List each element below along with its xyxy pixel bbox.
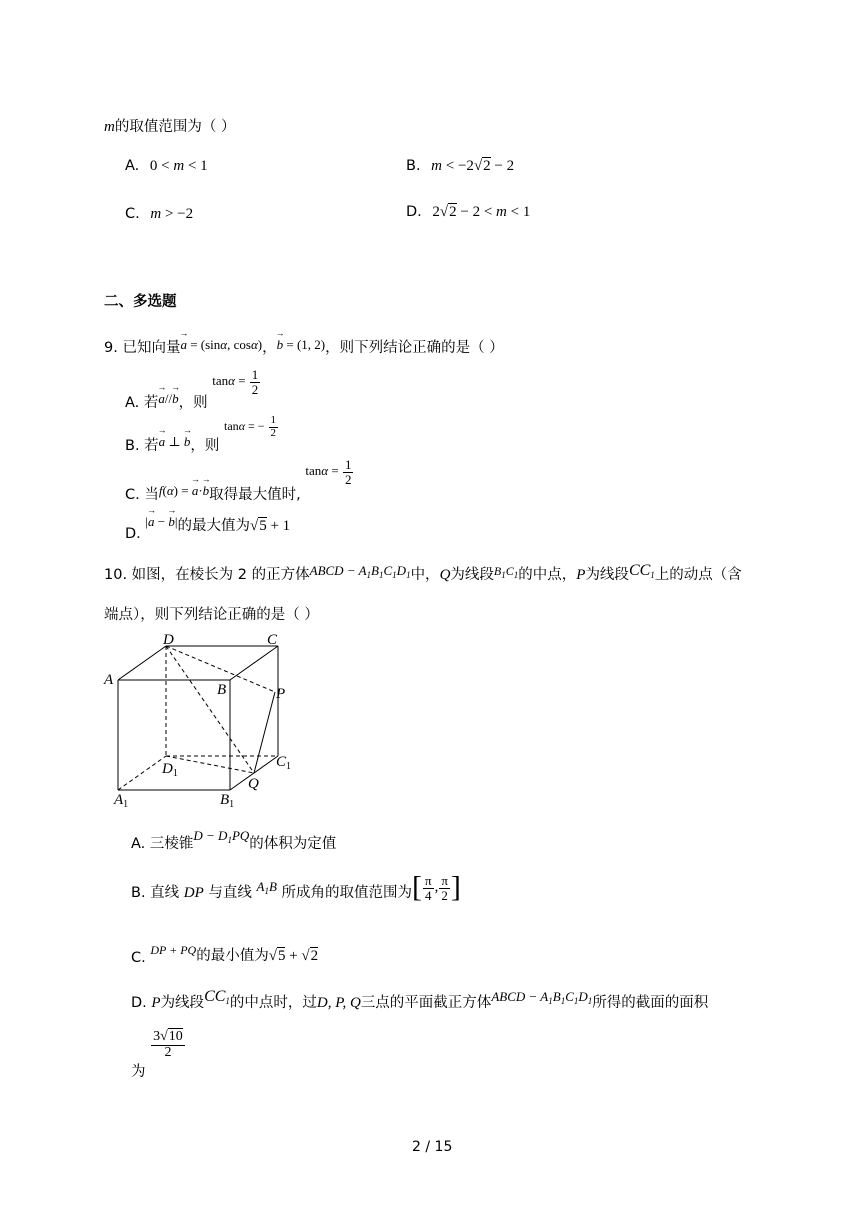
option-text: 所得的截面的面积	[592, 995, 709, 1011]
option-text: 取得最大值时,	[209, 487, 301, 504]
q10-cube: ABCD − $A_1B_1C_1D_1$	[309, 563, 411, 580]
q10-P: P	[576, 567, 586, 583]
option-result: tanα = − $\frac{1}{2}$	[224, 414, 277, 439]
option-text: 当	[144, 487, 159, 504]
q9-vec-a: → a = (sinα, cosα)	[180, 337, 262, 352]
option-text: 所成角的取值范围为	[281, 885, 413, 902]
q9-option-c	[125, 457, 354, 504]
q8-stem-text: 的取值范围为（ ）	[114, 119, 236, 135]
page-total: 15	[434, 1139, 453, 1155]
option-math: 0 < m < 1	[149, 158, 208, 174]
option-text: ，则	[190, 438, 220, 454]
label-A1: $A_1$	[114, 792, 129, 810]
q10-option-d-cont	[131, 1029, 186, 1081]
label-D: D	[163, 632, 174, 648]
option-math: m > −2	[150, 206, 194, 222]
option-result: √5 + √2	[268, 948, 319, 964]
q10-text: 中，	[410, 567, 440, 583]
option-range: [ $\frac{\pi}{4}$ , $\frac{\pi}{2}$ ]	[412, 871, 461, 904]
option-points: D, P, Q	[316, 995, 361, 1011]
option-text: 直线	[150, 885, 180, 902]
label-D1: $D_1$	[162, 761, 178, 779]
q8-stem	[104, 115, 235, 136]
option-text: 若	[144, 438, 159, 454]
q10-text: 为线段	[450, 567, 494, 583]
label-Q: Q	[248, 776, 259, 792]
option-letter: A.	[125, 395, 140, 412]
option-text: 若	[143, 395, 159, 412]
option-letter: D.	[125, 526, 141, 542]
q8-option-a	[125, 158, 208, 175]
option-letter: B.	[131, 885, 146, 902]
label-C: C	[267, 632, 278, 648]
q8-option-d	[406, 204, 530, 221]
option-var: P	[151, 995, 161, 1011]
option-text: 三棱锥	[149, 836, 194, 852]
page-sep: /	[425, 1139, 431, 1155]
option-result: $\frac{3√10}{2}$	[153, 1029, 183, 1060]
option-text: 的最小值为	[196, 948, 269, 964]
q8-var-m: m	[104, 119, 115, 135]
option-letter: D.	[406, 204, 422, 220]
option-letter: C.	[125, 487, 140, 504]
q8-option-b	[406, 158, 514, 175]
q10-stem-line2: 端点），则下列结论正确的是（ ）	[104, 607, 319, 623]
option-letter: C.	[125, 206, 140, 222]
q10-text: 上的动点（含	[654, 567, 742, 583]
q10-number: 10.	[104, 567, 128, 583]
option-text: ，则	[178, 395, 208, 412]
q9-stem-pre: 已知向量	[122, 340, 181, 356]
q10-stem-line1	[104, 562, 742, 584]
option-letter: A.	[125, 158, 140, 174]
cube-figure	[100, 630, 310, 815]
label-B1: $B_1$	[220, 792, 235, 810]
q9-option-a	[125, 367, 261, 412]
q10-text: 如图，在棱长为 2 的正方体	[131, 567, 310, 583]
option-seg: $CC_1$	[204, 988, 230, 1006]
option-cube: ABCD − $A_1B_1C_1D_1$	[491, 989, 593, 1006]
q10-option-c	[131, 938, 319, 966]
option-letter: C.	[131, 950, 146, 966]
q10-seg-b1c1: B1C1	[493, 564, 519, 580]
option-result: tanα = $\frac{1}{2}$	[212, 367, 259, 397]
q10-option-b	[131, 873, 461, 903]
q10-option-a	[131, 824, 337, 852]
q9-stem: 9. 已知向量→ a = (sinα, cosα)，→ b = (1, 2)，则下列结论正确的是（ ）	[104, 336, 504, 357]
option-result: √5 + 1	[249, 518, 291, 534]
label-P: P	[276, 686, 286, 702]
option-letter: D.	[131, 995, 147, 1011]
option-var: DP	[183, 885, 204, 902]
page-number	[412, 1139, 452, 1155]
q10-Q: Q	[439, 567, 451, 583]
option-text: 与直线	[208, 885, 252, 902]
q9-number: 9.	[104, 340, 118, 356]
q9-option-b	[125, 414, 279, 454]
option-text: 的体积为定值	[249, 836, 337, 852]
label-A: A	[104, 672, 114, 688]
option-text: 的中点时，过	[229, 995, 317, 1011]
option-cond: |→ a − → b|	[145, 514, 177, 529]
option-text: 为线段	[160, 995, 205, 1011]
page-current: 2	[412, 1139, 421, 1155]
q10-text: 的中点，	[518, 567, 577, 583]
option-cond: f(α) = → a·→ b	[159, 483, 209, 498]
q10-text: 为线段	[585, 567, 629, 583]
q10-seg-cc1: $CC_1$	[628, 562, 655, 580]
q9-option-d	[125, 510, 291, 542]
option-letter: B.	[406, 158, 421, 174]
option-math: DP + PQ	[150, 943, 197, 957]
option-math: 2√2 − 2 < m < 1	[432, 204, 531, 220]
option-result: tanα = $\frac{1}{2}$	[305, 457, 352, 487]
option-cond: → a ⊥ → b	[159, 434, 191, 449]
option-math: m < −2√2 − 2	[431, 158, 515, 174]
q9-vec-b: → b = (1, 2)	[277, 337, 326, 352]
option-cond: → a//→ b	[158, 391, 178, 406]
option-letter: B.	[125, 438, 140, 454]
option-var: $A_1B$	[256, 879, 277, 897]
q8-option-c	[125, 206, 193, 223]
option-text: 为	[131, 1064, 146, 1081]
option-text: 三点的平面截正方体	[360, 995, 492, 1011]
option-letter: A.	[131, 836, 146, 852]
option-text: 的最大值为	[177, 518, 250, 534]
label-C1: $C_1$	[276, 754, 292, 772]
q10-option-d	[131, 985, 709, 1011]
label-B: B	[217, 682, 227, 698]
section-title: 二、多选题	[104, 294, 177, 310]
q9-stem-post: ，则下列结论正确的是（ ）	[325, 340, 504, 356]
option-math: $D - D_1PQ$	[193, 828, 250, 845]
